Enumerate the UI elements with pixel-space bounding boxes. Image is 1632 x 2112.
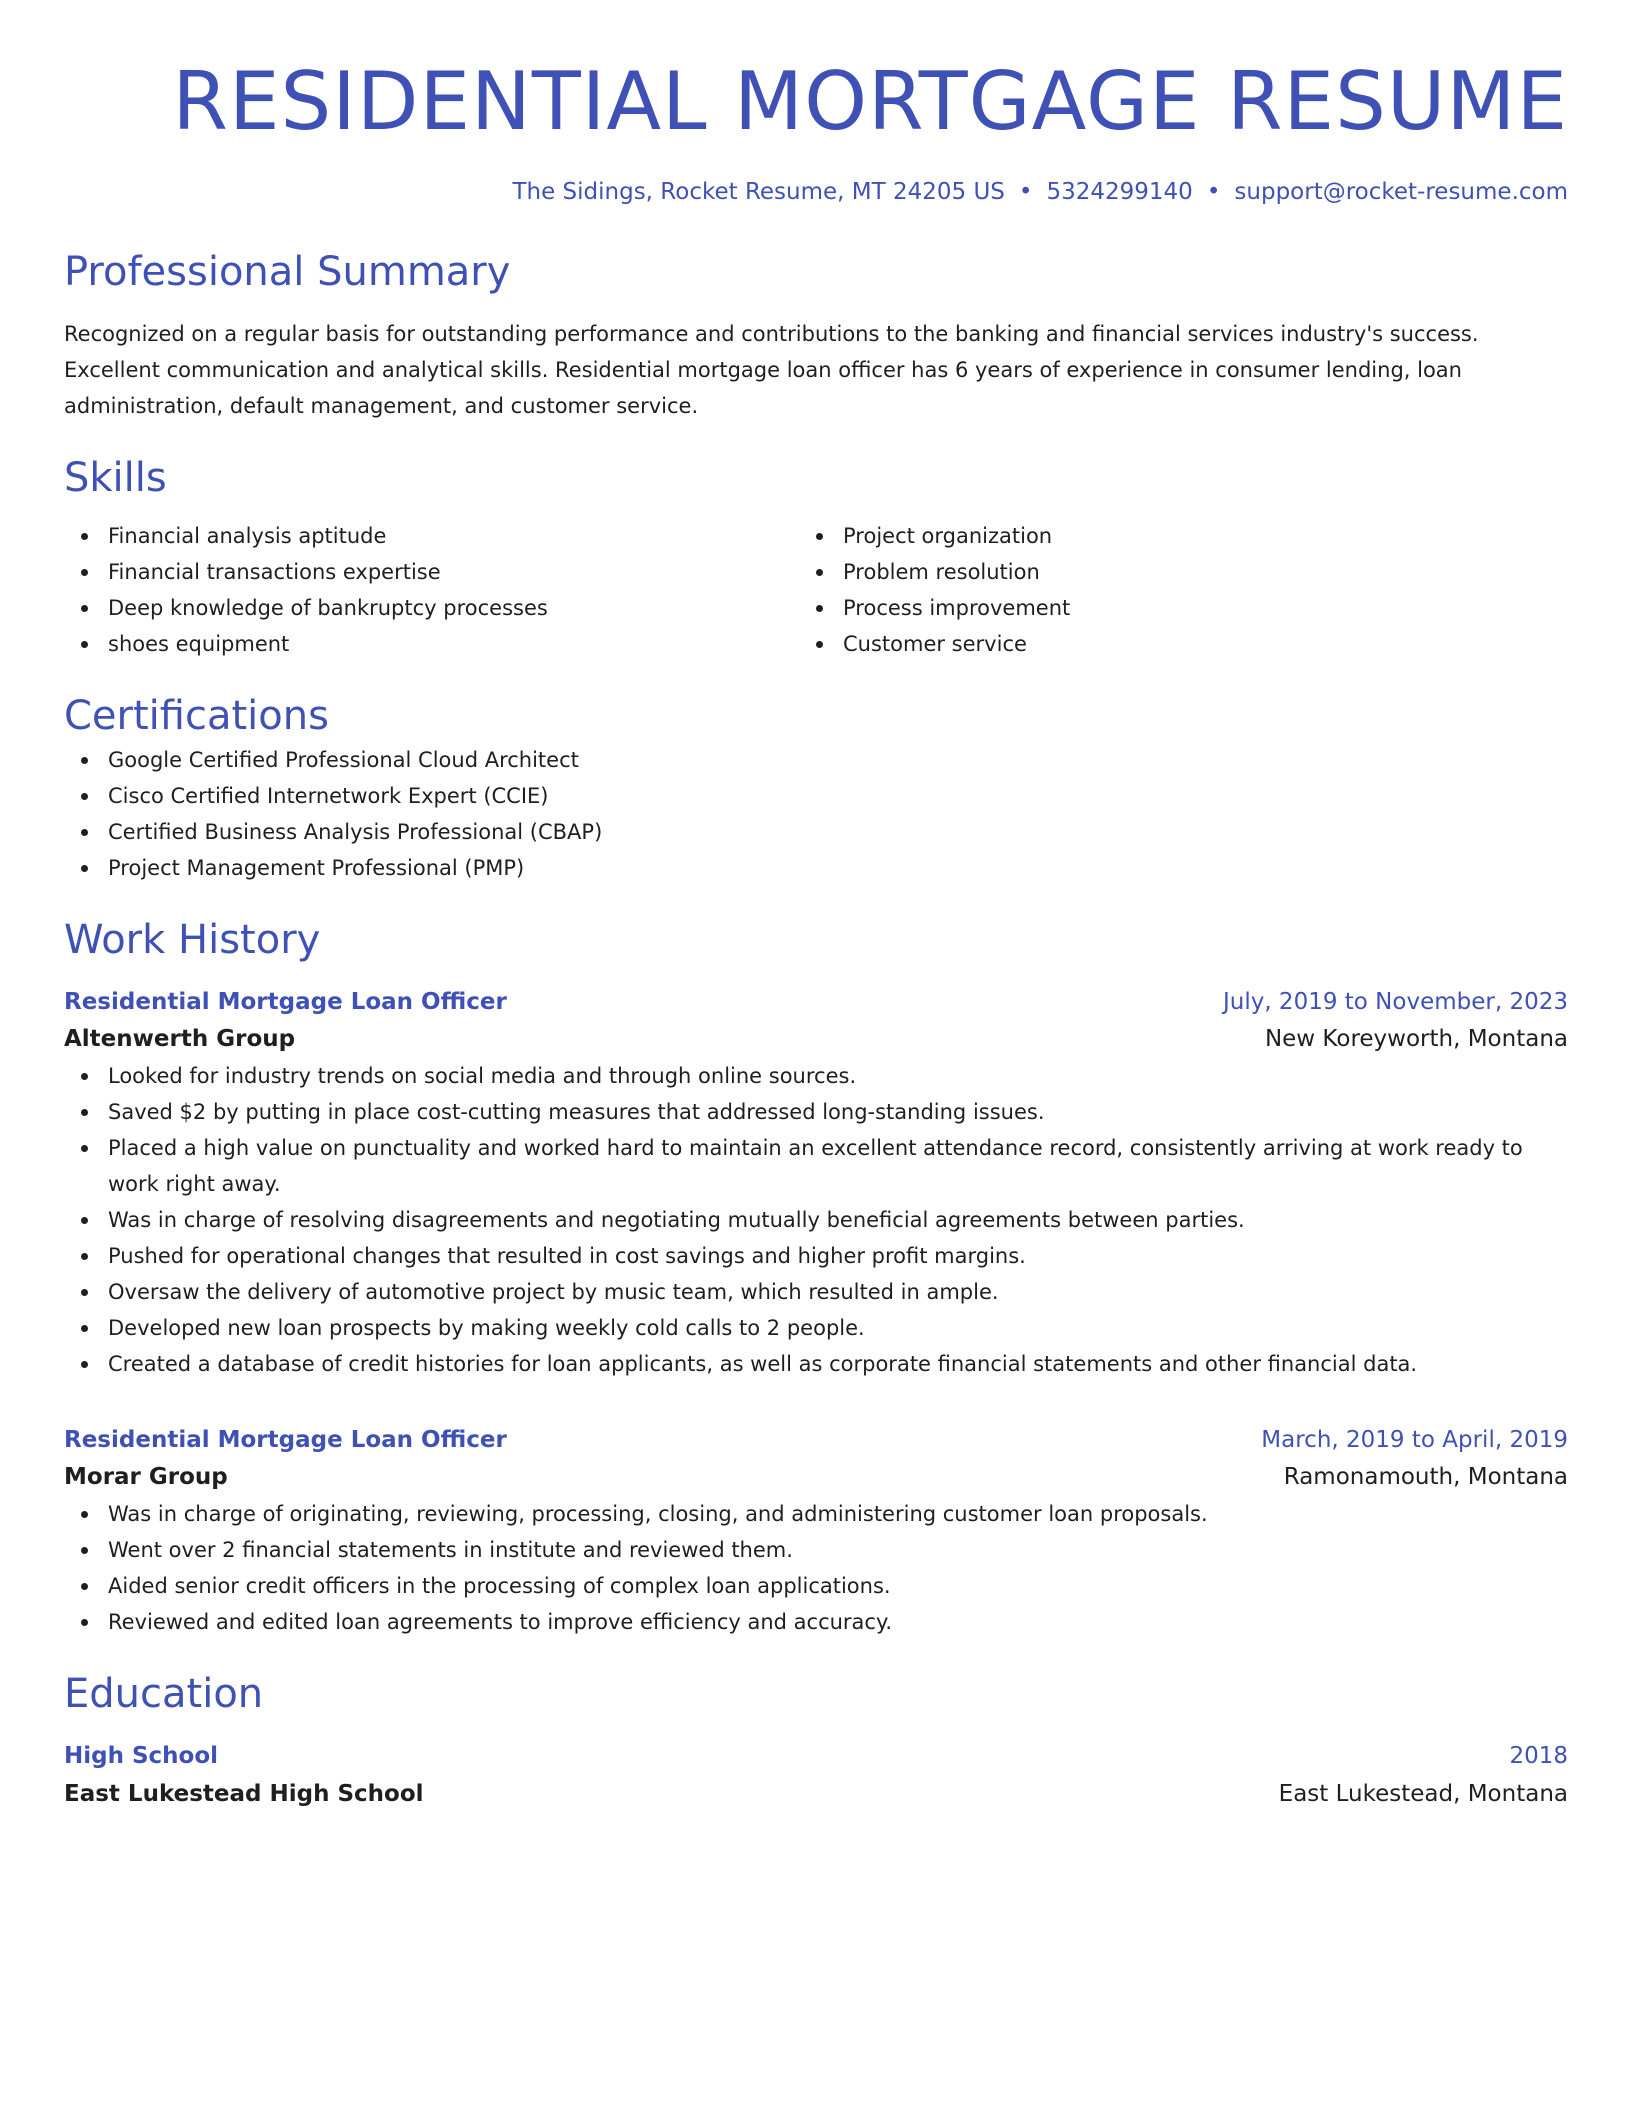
contact-separator: • <box>1018 179 1033 205</box>
skill-item: Process improvement <box>799 590 1534 626</box>
skill-item: Financial analysis aptitude <box>64 518 799 554</box>
skill-item: Project organization <box>799 518 1534 554</box>
job-dates: July, 2019 to November, 2023 <box>1222 989 1568 1015</box>
resume-header <box>64 0 1568 208</box>
job-bullet: Aided senior credit officers in the processing of complex loan applications. <box>64 1568 1568 1604</box>
skill-item: Customer service <box>799 626 1534 662</box>
job-company: Morar Group <box>64 1464 228 1490</box>
job-location: New Koreyworth, Montana <box>1264 1026 1568 1052</box>
job-company: Altenwerth Group <box>64 1026 296 1052</box>
skills-list-right <box>799 518 1534 662</box>
education-year: 2018 <box>1509 1743 1568 1769</box>
job-bullet: Was in charge of originating, reviewing, processing, closing, and administering customer loan proposals. <box>64 1496 1568 1532</box>
job-location: Ramonamouth, Montana <box>1283 1464 1568 1490</box>
certification-item: Cisco Certified Internetwork Expert (CCIE) <box>64 778 1568 814</box>
job-bullet: Developed new loan prospects by making weekly cold calls to 2 people. <box>64 1310 1568 1346</box>
education-school-row <box>64 1774 1568 1814</box>
certification-item: Project Management Professional (PMP) <box>64 850 1568 886</box>
job-title: Residential Mortgage Loan Officer <box>64 1427 507 1453</box>
job-bullet: Was in charge of resolving disagreements and negotiating mutually beneficial agreements between parties. <box>64 1202 1568 1238</box>
skills-column-left <box>64 518 799 662</box>
skill-item: Problem resolution <box>799 554 1534 590</box>
job-bullet: Saved $2 by putting in place cost-cutting measures that addressed long-standing issues. <box>64 1094 1568 1130</box>
skills-grid <box>64 518 1568 662</box>
job-dates: March, 2019 to April, 2019 <box>1261 1427 1568 1453</box>
contact-separator: • <box>1206 179 1221 205</box>
job-bullet-list <box>64 1496 1568 1640</box>
work-history-heading: Work History <box>64 917 321 963</box>
job-title: Residential Mortgage Loan Officer <box>64 989 507 1015</box>
certifications-list <box>64 742 1568 886</box>
skills-heading: Skills <box>64 455 167 501</box>
certification-item: Google Certified Professional Cloud Architect <box>64 742 1568 778</box>
job-company-row <box>64 1458 1568 1496</box>
job-bullet: Placed a high value on punctuality and worked hard to maintain an excellent attendance record, consistently arriving at work ready to work right away. <box>64 1130 1568 1202</box>
education-heading: Education <box>64 1671 264 1717</box>
education-entry <box>64 1738 1568 1814</box>
education-degree: High School <box>64 1743 219 1769</box>
job-company-row <box>64 1020 1568 1058</box>
certifications-heading: Certifications <box>64 693 329 739</box>
education-location: East Lukestead, Montana <box>1278 1781 1568 1807</box>
summary-heading: Professional Summary <box>64 249 511 295</box>
skill-item: Financial transactions expertise <box>64 554 799 590</box>
job-bullet-list <box>64 1058 1568 1382</box>
job-bullet: Pushed for operational changes that resulted in cost savings and higher profit margins. <box>64 1238 1568 1274</box>
contact-line <box>64 176 1568 208</box>
job-bullet: Oversaw the delivery of automotive project by music team, which resulted in ample. <box>64 1274 1568 1310</box>
job-entry <box>64 1422 1568 1640</box>
contact-address: The Sidings, Rocket Resume, MT 24205 US <box>512 179 1005 205</box>
certification-item: Certified Business Analysis Professional (CBAP) <box>64 814 1568 850</box>
resume-title: RESIDENTIAL MORTGAGE RESUME <box>172 55 1568 148</box>
education-school: East Lukestead High School <box>64 1781 424 1807</box>
summary-text: Recognized on a regular basis for outstanding performance and contributions to the banking and financial services industry's success. Excellent communication and analytical skills. Residential mortgage loan officer has 6 years of experience in consumer lending, loan administration, default management, and customer service. <box>64 322 1479 418</box>
job-header-row <box>64 1422 1568 1458</box>
job-bullet: Went over 2 financial statements in institute and reviewed them. <box>64 1532 1568 1568</box>
skills-list-left <box>64 518 799 662</box>
job-header-row <box>64 984 1568 1020</box>
job-entry <box>64 984 1568 1382</box>
skills-column-right <box>799 518 1534 662</box>
job-bullet: Reviewed and edited loan agreements to improve efficiency and accuracy. <box>64 1604 1568 1640</box>
job-bullet: Created a database of credit histories for loan applicants, as well as corporate financial statements and other financial data. <box>64 1346 1568 1382</box>
contact-email: support@rocket-resume.com <box>1234 179 1568 205</box>
skill-item: Deep knowledge of bankruptcy processes <box>64 590 799 626</box>
job-bullet: Looked for industry trends on social media and through online sources. <box>64 1058 1568 1094</box>
skill-item: shoes equipment <box>64 626 799 662</box>
contact-phone: 5324299140 <box>1046 179 1193 205</box>
education-header-row <box>64 1738 1568 1774</box>
